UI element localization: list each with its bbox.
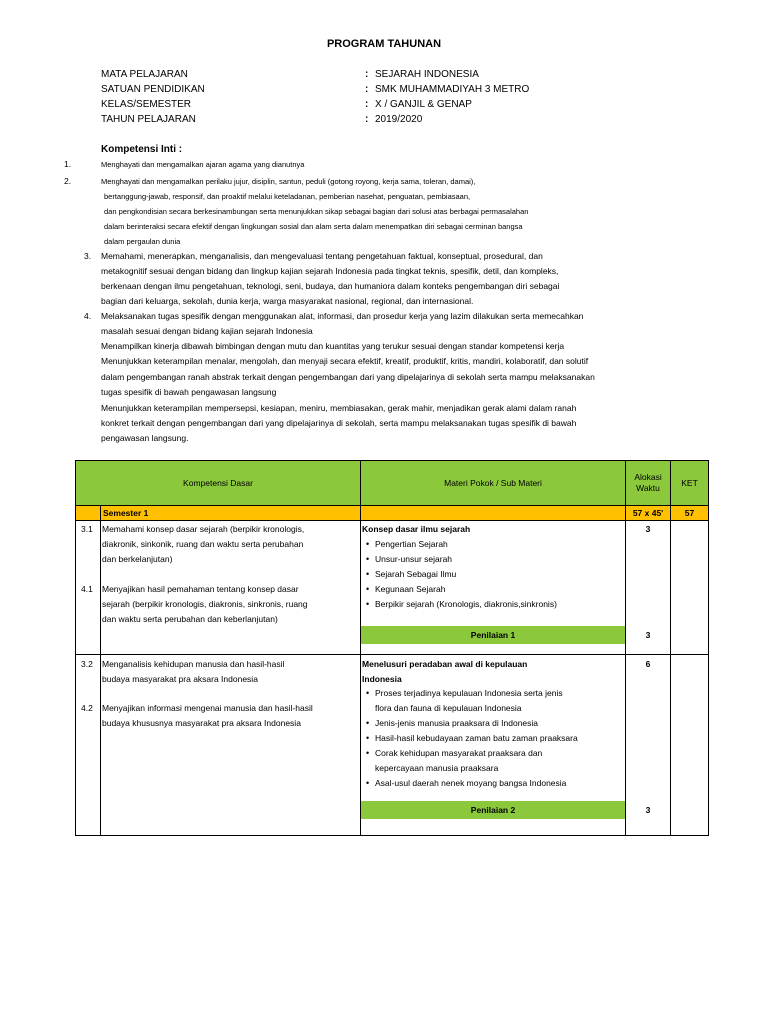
alokasi-cell: [626, 521, 671, 655]
ki-text: tugas spesifik di bawah pengawasan langsung: [101, 387, 277, 397]
penilaian-label: Penilaian 1: [470, 630, 516, 640]
materi-bullet-cont: kepercayaan manusia praaksara: [375, 763, 499, 773]
semester-empty-cell: [76, 506, 101, 521]
ki-text: bertanggung-jawab, responsif, dan proaktif melalui keteladanan, pemberian nasehat, penguatan, pembiasaan,: [104, 192, 471, 201]
kd-number-cell: [76, 521, 101, 655]
ki-text: metakognitif sesuai dengan bidang dan lingkup kajian sejarah Indonesia pada tingkat teknis, spesifik, detil, dan kompleks,: [101, 266, 559, 276]
materi-cell: [361, 521, 626, 655]
materi-title: Indonesia: [362, 674, 402, 684]
kd-number: 4.1: [81, 584, 93, 594]
kd-text: Menyajikan informasi mengenai manusia dan hasil-hasil: [102, 703, 313, 713]
materi-bullet: • Asal-usul daerah nenek moyang bangsa Indonesia: [375, 778, 566, 788]
ki-text: dalam berinteraksi secara efektif dengan lingkungan sosial dan alam serta dalam menempatkan diri sebagai cerminan bangsa: [104, 222, 523, 231]
identity-label: MATA PELAJARAN: [101, 69, 188, 80]
identity-sep: :: [365, 114, 369, 125]
ki-number: 3.: [84, 251, 92, 261]
alokasi-value: 3: [645, 524, 651, 534]
kd-text: sejarah (berpikir kronologis, diakronis, sinkronis, ruang: [102, 599, 308, 609]
identity-label: TAHUN PELAJARAN: [101, 114, 196, 125]
ki-text: konkret terkait dengan pengembangan dari yang dipelajarinya di sekolah, serta mampu melaksanakan tugas spesifik di bawah: [101, 418, 577, 428]
ki-text: Menunjukkan keterampilan menalar, mengolah, dan menyaji secara efektif, kreatif, produktif, kritis, mandiri, kolaboratif, dan solutif: [101, 356, 589, 366]
identity-label: SATUAN PENDIDIKAN: [101, 84, 205, 95]
ki-text: dalam pergaulan dunia: [104, 237, 181, 246]
kd-number: 3.2: [81, 659, 93, 669]
kd-text: Menyajikan hasil pemahaman tentang konsep dasar: [102, 584, 299, 594]
identity-value: 2019/2020: [375, 114, 423, 125]
identity-sep: :: [365, 69, 369, 80]
ki-text: pengawasan langsung.: [101, 433, 189, 443]
header-alokasi-line: Alokasi: [634, 472, 662, 482]
header-kompetensi-dasar: Kompetensi Dasar: [76, 461, 361, 506]
identity-label: KELAS/SEMESTER: [101, 99, 192, 110]
ki-heading: Kompetensi Inti :: [101, 144, 183, 155]
table-row: [76, 655, 709, 836]
alokasi-cell: [626, 655, 671, 836]
table-row: [76, 521, 709, 655]
materi-bullet: • Berpikir sejarah (Kronologis, diakronis,sinkronis): [375, 599, 557, 609]
materi-bullet: • Kegunaan Sejarah: [375, 584, 445, 594]
materi-bullet: • Unsur-unsur sejarah: [375, 554, 452, 564]
identity-value: SEJARAH INDONESIA: [375, 69, 479, 80]
materi-bullet: • Jenis-jenis manusia praaksara di Indonesia: [375, 718, 538, 728]
materi-bullet: • Proses terjadinya kepulauan Indonesia serta jenis: [375, 688, 563, 698]
identity-value: SMK MUHAMMADIYAH 3 METRO: [375, 84, 530, 95]
semester-ket: 57: [671, 506, 709, 521]
ki-text: Melaksanakan tugas spesifik dengan menggunakan alat, informasi, dan prosedur kerja yang lazim dilakukan serta memecahkan: [101, 311, 584, 321]
ki-text: Memahami, menerapkan, menganalisis, dan mengevaluasi tentang pengetahuan faktual, konseptual, prosedural, dan: [101, 251, 543, 261]
ki-text: Menampilkan kinerja dibawah bimbingan dengan mutu dan kuantitas yang terukur sesuai dengan standar kompetensi kerja: [101, 341, 565, 351]
identity-value: X / GANJIL & GENAP: [375, 99, 472, 110]
program-table: [75, 460, 709, 836]
materi-bullet: • Hasil-hasil kebudayaan zaman batu zaman praaksara: [375, 733, 578, 743]
ki-text: berkenaan dengan ilmu pengetahuan, teknologi, seni, budaya, dan humaniora dalam konteks pengembangan diri sebagai: [101, 281, 560, 291]
header-materi: Materi Pokok / Sub Materi: [361, 461, 626, 506]
materi-title: Konsep dasar ilmu sejarah: [362, 524, 471, 534]
semester-row: [76, 506, 709, 521]
ki-text: Menunjukkan keterampilan mempersepsi, kesiapan, meniru, membiasakan, gerak mahir, menjadikan gerak alami dalam ranah: [101, 403, 577, 413]
penilaian-alokasi: 3: [645, 805, 651, 815]
ki-number: 1.: [64, 159, 72, 169]
kd-text: budaya masyarakat pra aksara Indonesia: [102, 674, 258, 684]
semester-empty-cell: [361, 506, 626, 521]
semester-alokasi: 57 x 45': [626, 506, 671, 521]
ket-cell: [671, 521, 709, 655]
ki-text: masalah sesuai dengan bidang kajian sejarah Indonesia: [101, 326, 313, 336]
ki-text: Menghayati dan mengamalkan ajaran agama yang dianutnya: [101, 160, 305, 169]
ki-text: dan pengkondisian secara berkesinambungan serta menunjukkan sikap sebagai bagian dari solusi atas berbagai permasalahan: [104, 207, 529, 216]
ki-number: 4.: [84, 311, 92, 321]
ki-text: dalam pengembangan ranah abstrak terkait dengan pengembangan dari yang dipelajarinya di sekolah serta mampu melaksanakan: [101, 372, 595, 382]
kd-text: Menganalisis kehidupan manusia dan hasil-hasil: [102, 659, 285, 669]
ki-number: 2.: [64, 176, 72, 186]
kd-text: dan berkelanjutan): [102, 554, 173, 564]
kd-text-cell: [101, 655, 361, 836]
kd-text: diakronik, sinkonik, ruang dan waktu serta perubahan: [102, 539, 304, 549]
ket-cell: [671, 655, 709, 836]
kd-number: 3.1: [81, 524, 93, 534]
semester-label: Semester 1: [101, 506, 361, 521]
alokasi-value: 6: [645, 659, 651, 669]
materi-bullet-cont: flora dan fauna di kepulauan Indonesia: [375, 703, 522, 713]
page-title: PROGRAM TAHUNAN: [326, 38, 442, 50]
ki-text: bagian dari keluarga, sekolah, dunia kerja, warga masyarakat nasional, regional, dan internasional.: [101, 296, 474, 306]
materi-bullet: • Pengertian Sejarah: [375, 539, 448, 549]
identity-sep: :: [365, 99, 369, 110]
materi-cell: [361, 655, 626, 836]
header-alokasi-line: Waktu: [636, 483, 660, 493]
kd-number: 4.2: [81, 703, 93, 713]
kd-text: Memahami konsep dasar sejarah (berpikir kronologis,: [102, 524, 305, 534]
penilaian-label: Penilaian 2: [470, 805, 516, 815]
table-header-row: [76, 461, 709, 506]
kd-text: dan waktu serta perubahan dan keberlanjutan): [102, 614, 278, 624]
header-ket: KET: [671, 461, 709, 506]
penilaian-bar: [361, 626, 625, 644]
penilaian-alokasi: 3: [645, 630, 651, 640]
materi-bullet: • Sejarah Sebagai Ilmu: [375, 569, 456, 579]
ki-text: Menghayati dan mengamalkan perilaku jujur, disiplin, santun, peduli (gotong royong, kerja sama, toleran, damai),: [101, 177, 476, 186]
materi-title: Menelusuri peradaban awal di kepulauan: [362, 659, 528, 669]
kd-text-cell: [101, 521, 361, 655]
kd-text: budaya khususnya masyarakat pra aksara Indonesia: [102, 718, 301, 728]
header-alokasi: [626, 461, 671, 506]
penilaian-bar: [361, 801, 625, 819]
identity-sep: :: [365, 84, 369, 95]
materi-bullet: • Corak kehidupan masyarakat praaksara dan: [375, 748, 542, 758]
kd-number-cell: [76, 655, 101, 836]
